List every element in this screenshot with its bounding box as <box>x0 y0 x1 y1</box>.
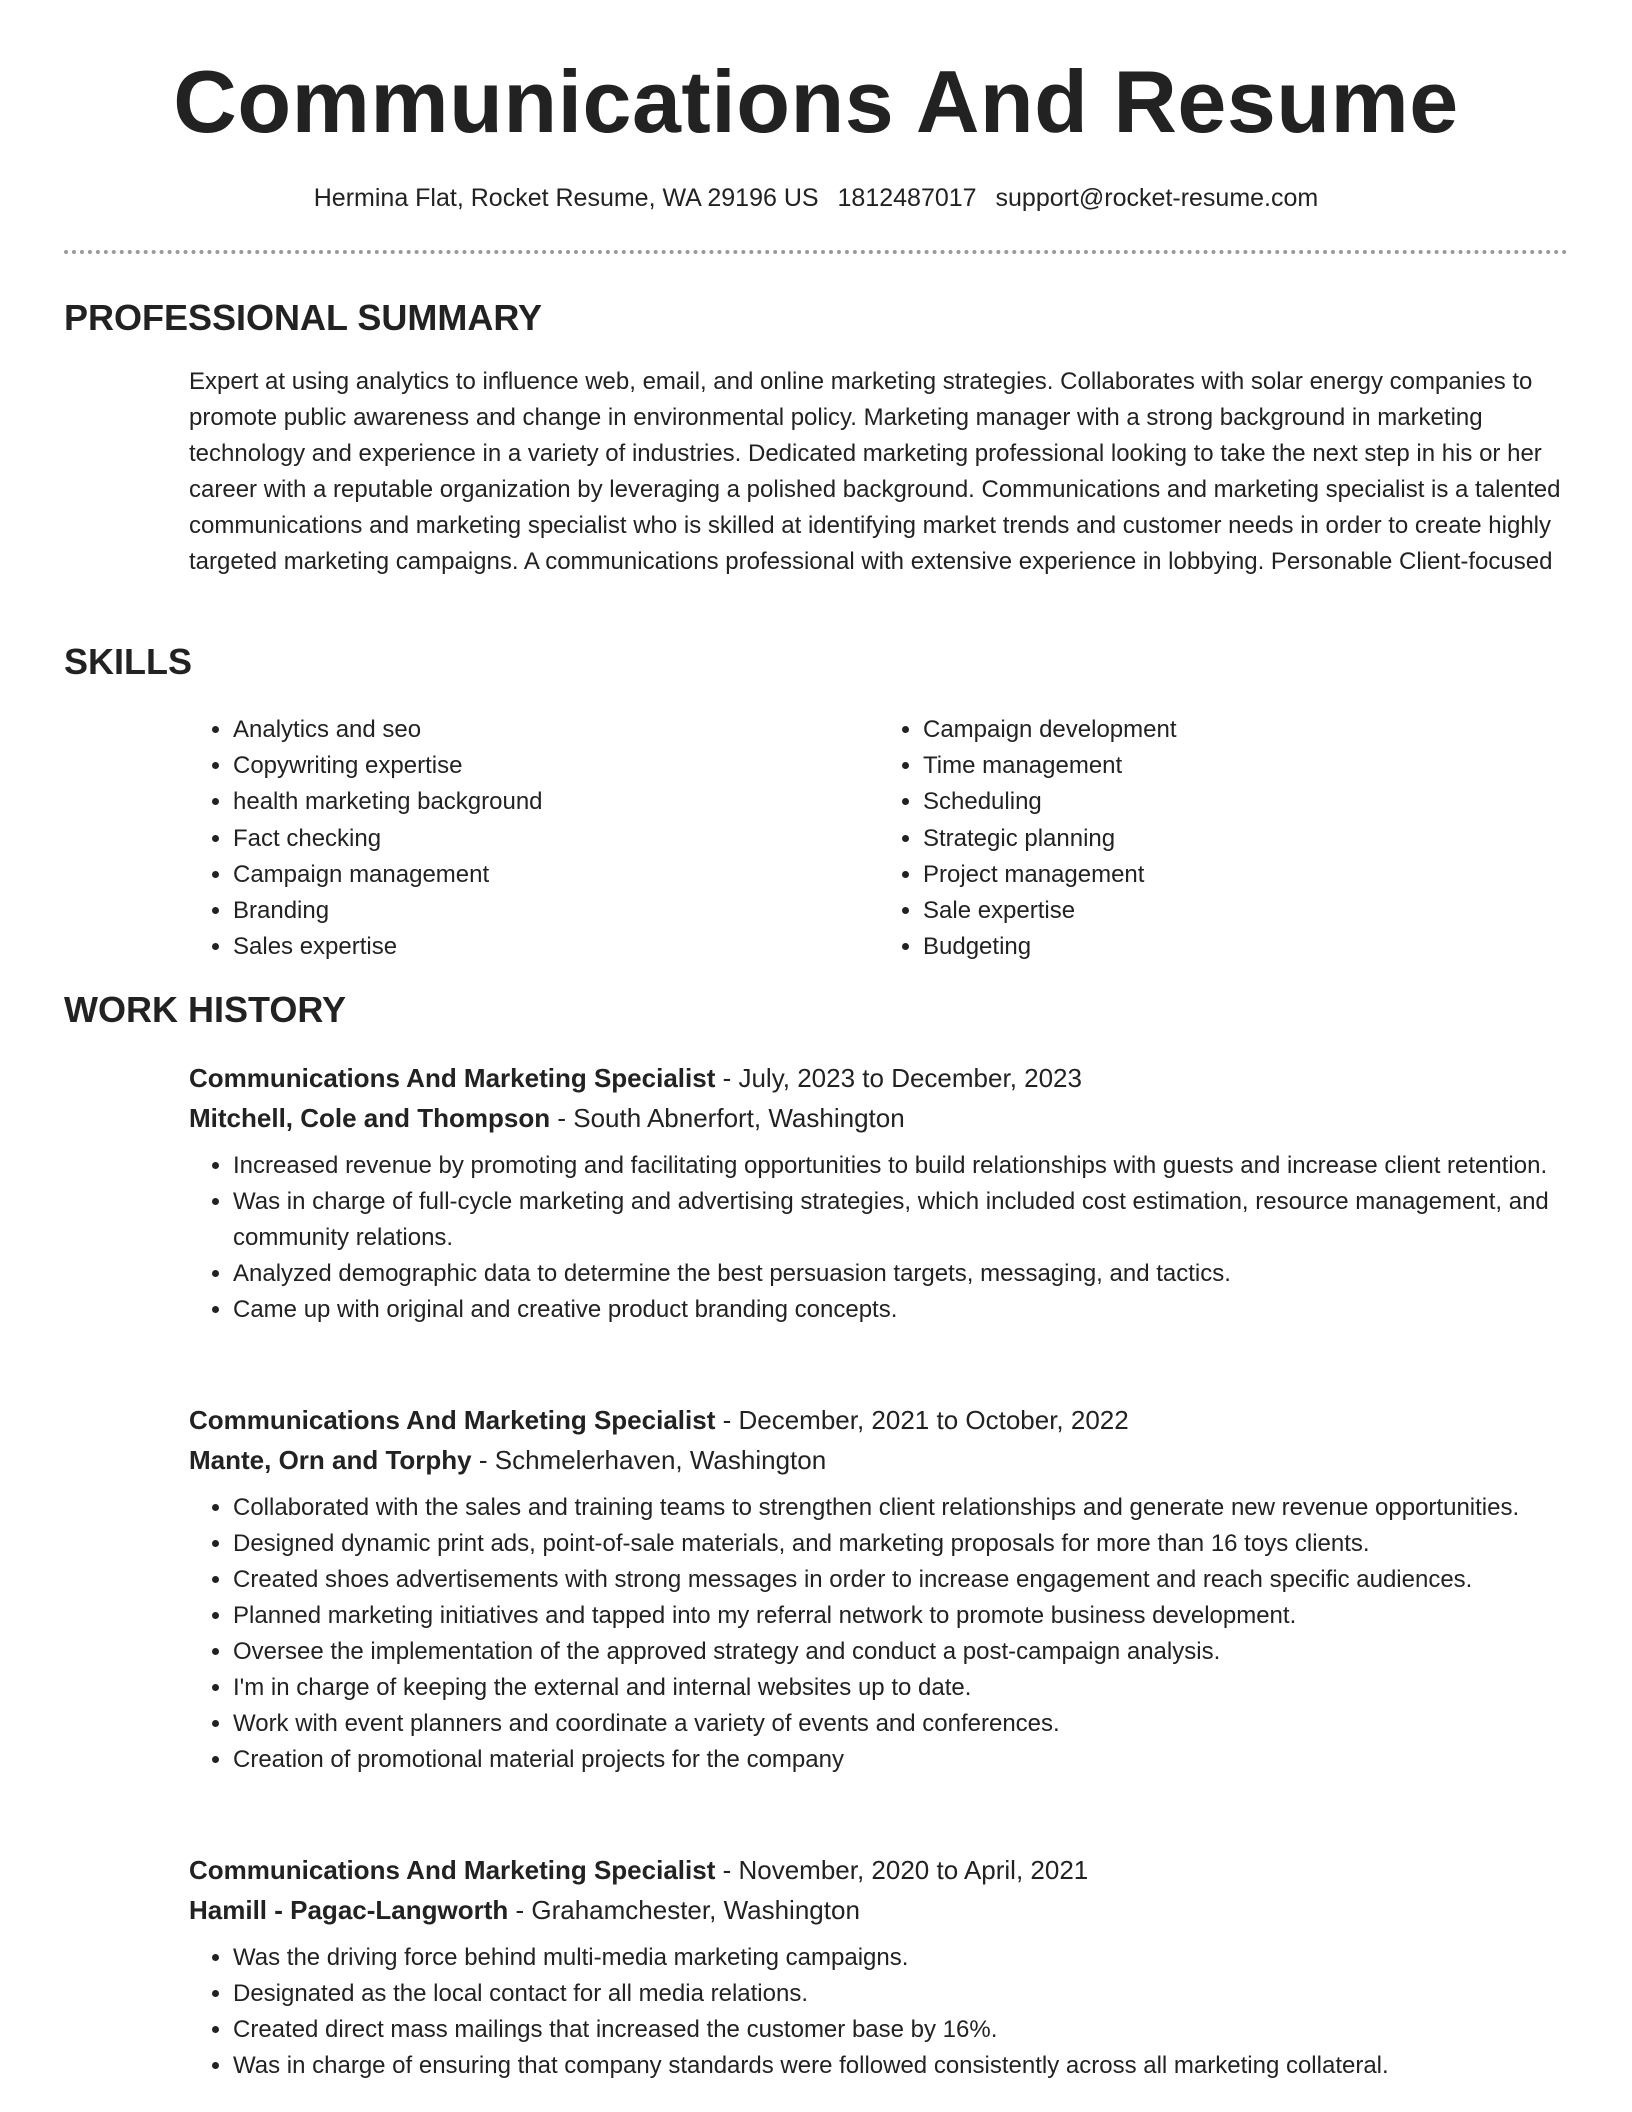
resume-name: Communications And Resume <box>173 52 1459 151</box>
job-bullet: • Work with event planners and coordinate a variety of events and conferences. <box>233 1706 1569 1742</box>
job-role: Communications And Marketing Specialist <box>189 1405 716 1435</box>
job-company: Mitchell, Cole and Thompson <box>189 1103 551 1133</box>
job-entry <box>189 1850 1569 2084</box>
job-role-line <box>189 1850 1569 1890</box>
job-role-line <box>189 1400 1569 1440</box>
skills-list <box>189 712 1569 965</box>
job-dates: - December, 2021 to October, 2022 <box>715 1405 1129 1435</box>
summary-title: PROFESSIONAL SUMMARY <box>64 297 543 338</box>
skill-item: • Analytics and seo <box>233 712 879 748</box>
job-dates: - November, 2020 to April, 2021 <box>715 1855 1089 1885</box>
contact-line <box>0 180 1632 216</box>
summary-text: Expert at using analytics to influence web, email, and online marketing strategies. Collaborates with solar energy companies to promote public awareness and change in environmental policy. Marketing manager with a strong background in marketing technology and experience in a variety of industries. Dedicated marketing professional looking to take the next step in his or her career with a reputable organization by leveraging a polished background. Communications and marketing specialist is a talented communications and marketing specialist who is skilled at identifying market trends and customer needs in order to create highly targeted marketing campaigns. A communications professional with extensive experience in lobbying. Personable Client-focused <box>189 368 1561 575</box>
job-bullet: • Creation of promotional material projects for the company <box>233 1742 1569 1778</box>
skill-item: • Project management <box>923 857 1569 893</box>
job-bullet: • Designated as the local contact for all media relations. <box>233 1976 1569 2012</box>
skill-item: • Campaign management <box>233 857 879 893</box>
job-company-line <box>189 1890 1569 1930</box>
job-location: - South Abnerfort, Washington <box>550 1103 905 1133</box>
job-role: Communications And Marketing Specialist <box>189 1063 716 1093</box>
job-entry <box>189 1058 1569 1328</box>
job-role: Communications And Marketing Specialist <box>189 1855 716 1885</box>
skill-item: • Branding <box>233 893 879 929</box>
job-company-line <box>189 1098 1569 1138</box>
skills-title: SKILLS <box>64 641 193 682</box>
contact-address: Hermina Flat, Rocket Resume, WA 29196 US <box>313 184 819 212</box>
skill-item: • Campaign development <box>923 712 1569 748</box>
job-dates: - July, 2023 to December, 2023 <box>715 1063 1082 1093</box>
skill-item: • Sale expertise <box>923 893 1569 929</box>
skills-column-right <box>879 712 1569 965</box>
job-company-line <box>189 1440 1569 1480</box>
job-bullets <box>189 1490 1569 1778</box>
skills-column-left <box>189 712 879 965</box>
job-bullet: • Created shoes advertisements with strong messages in order to increase engagement and reach specific audiences. <box>233 1562 1569 1598</box>
skill-item: • Fact checking <box>233 821 879 857</box>
work-title: WORK HISTORY <box>64 989 347 1030</box>
job-company: Hamill - Pagac-Langworth <box>189 1895 509 1925</box>
contact-email: support@rocket-resume.com <box>995 184 1319 212</box>
skill-item: • Copywriting expertise <box>233 748 879 784</box>
job-bullet: • Created direct mass mailings that increased the customer base by 16%. <box>233 2012 1569 2048</box>
job-bullet: • Was in charge of full-cycle marketing and advertising strategies, which included cost estimation, resource management, and community relations. <box>233 1184 1569 1256</box>
job-bullets <box>189 1940 1569 2084</box>
job-role-line <box>189 1058 1569 1098</box>
skill-item: • health marketing background <box>233 784 879 820</box>
job-bullet: • Was the driving force behind multi-media marketing campaigns. <box>233 1940 1569 1976</box>
job-bullet: • Designed dynamic print ads, point-of-sale materials, and marketing proposals for more than 16 toys clients. <box>233 1526 1569 1562</box>
job-location: - Grahamchester, Washington <box>508 1895 860 1925</box>
skill-item: • Scheduling <box>923 784 1569 820</box>
skill-item: • Budgeting <box>923 929 1569 965</box>
job-bullets <box>189 1148 1569 1328</box>
job-bullet: • Was in charge of ensuring that company standards were followed consistently across all marketing collateral. <box>233 2048 1569 2084</box>
skill-item: • Time management <box>923 748 1569 784</box>
job-location: - Schmelerhaven, Washington <box>471 1445 827 1475</box>
header-divider <box>64 250 1568 254</box>
job-bullet: • Planned marketing initiatives and tapped into my referral network to promote business development. <box>233 1598 1569 1634</box>
job-entry <box>189 1400 1569 1778</box>
job-bullet: • Oversee the implementation of the approved strategy and conduct a post-campaign analysis. <box>233 1634 1569 1670</box>
job-company: Mante, Orn and Torphy <box>189 1445 472 1475</box>
skill-item: • Strategic planning <box>923 821 1569 857</box>
job-bullet: • Analyzed demographic data to determine the best persuasion targets, messaging, and tactics. <box>233 1256 1569 1292</box>
job-bullet: • Came up with original and creative product branding concepts. <box>233 1292 1569 1328</box>
contact-phone: 1812487017 <box>837 184 977 212</box>
job-bullet: • I'm in charge of keeping the external and internal websites up to date. <box>233 1670 1569 1706</box>
job-bullet: • Increased revenue by promoting and facilitating opportunities to build relationships with guests and increase client retention. <box>233 1148 1569 1184</box>
skill-item: • Sales expertise <box>233 929 879 965</box>
job-bullet: • Collaborated with the sales and training teams to strengthen client relationships and generate new revenue opportunities. <box>233 1490 1569 1526</box>
